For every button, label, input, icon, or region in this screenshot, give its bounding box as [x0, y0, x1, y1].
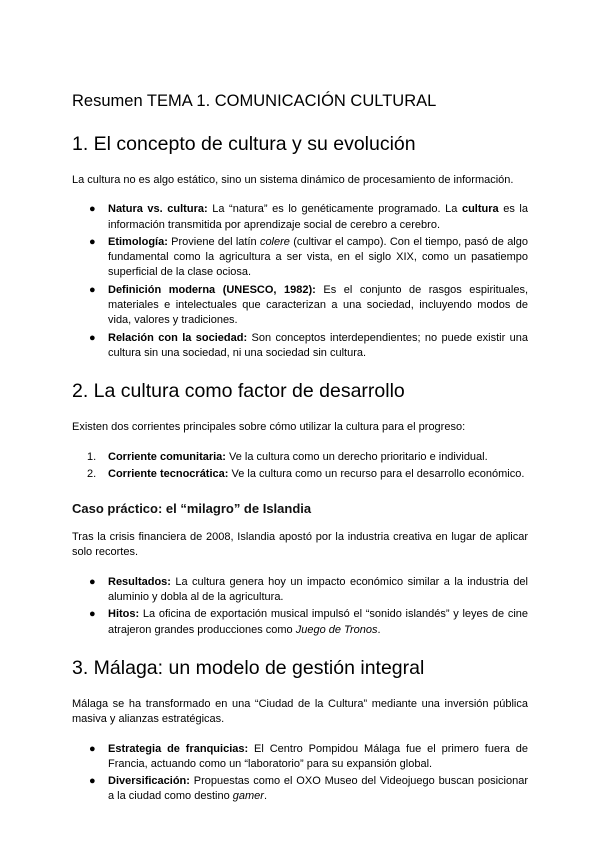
bullet-text: es la información transmitida por aprendizaje social de cerebro a cerebro. — [108, 203, 528, 231]
case-study-heading: Caso práctico: el “milagro” de Islandia — [72, 501, 312, 517]
bullet-etimologia — [72, 235, 528, 281]
bullet-icon: ● — [89, 742, 96, 755]
numbered-item-comunitaria — [72, 450, 528, 465]
document-title: Resumen TEMA 1. COMUNICACIÓN CULTURAL — [72, 92, 437, 110]
section3-bullet-list — [72, 742, 528, 805]
section-heading-concepto-cultura: 1. El concepto de cultura y su evolución — [72, 133, 416, 155]
bullet-label: Diversificación: — [108, 775, 190, 788]
bullet-label: Resultados: — [108, 575, 171, 588]
bullet-text: Es el conjunto de rasgos espirituales, materiales e intelectuales que caracterizan a una sociedad, incluyendo modos de vida, valores y tradiciones. — [108, 283, 528, 327]
bullet-text: Propuestas como el OXO Museo del Videojuego buscan posicionar a la ciudad como destino — [108, 775, 528, 803]
list-number: 2. — [87, 467, 97, 480]
bullet-definicion-moderna — [72, 283, 528, 329]
document-page — [72, 90, 528, 823]
bullet-text: (cultivar el campo). Con el tiempo, pasó de algo fundamental como la agricultura a ser vista, en el siglo XIX, como un pasatiempo superficial de la clase ociosa. — [108, 235, 528, 279]
item-label: Corriente tecnocrática: — [108, 467, 229, 480]
bullet-italic-term: Juego de Tronos — [295, 623, 378, 636]
bullet-label: Etimología: — [108, 235, 168, 248]
bullet-label: Natura vs. cultura: — [108, 203, 208, 216]
section1-bullet-list — [72, 202, 528, 361]
section-heading-malaga: 3. Málaga: un modelo de gestión integral — [72, 656, 425, 679]
bullet-icon: ● — [89, 283, 96, 296]
bullet-franquicias — [72, 742, 528, 773]
bullet-text: . — [263, 790, 267, 803]
case-study-bullet-list — [72, 575, 528, 638]
bullet-text: La “natura” es lo genéticamente programado. La — [207, 203, 462, 216]
bullet-text: La cultura genera hoy un impacto económico similar a la industria del aluminio y dobla al de la agricultura. — [108, 575, 528, 604]
bullet-label: Definición moderna (UNESCO, 1982): — [108, 283, 316, 296]
case-study-intro: Tras la crisis financiera de 2008, Islandia apostó por la industria creativa en lugar de aplicar solo recortes. — [72, 531, 528, 559]
bullet-bold-term: cultura — [461, 203, 499, 216]
bullet-resultados — [72, 575, 528, 606]
bullet-text: Proviene del latín — [167, 235, 260, 248]
bullet-icon: ● — [89, 331, 96, 344]
bullet-natura-cultura — [72, 202, 528, 233]
bullet-text: El Centro Pompidou Málaga fue el primero fuera de Francia, actuando como un “laboratorio” para su expansión global. — [108, 742, 528, 770]
bullet-label: Hitos: — [108, 608, 140, 621]
bullet-hitos — [72, 607, 528, 638]
bullet-diversificacion — [72, 774, 528, 805]
bullet-icon: ● — [89, 608, 96, 621]
section2-numbered-list — [72, 450, 528, 483]
bullet-text: Son conceptos interdependientes; no puede existir una cultura sin una sociedad, ni una sociedad sin cultura. — [108, 331, 528, 359]
bullet-label: Estrategia de franquicias: — [108, 742, 249, 755]
item-text: Ve la cultura como un derecho prioritario e individual. — [225, 450, 488, 463]
section3-intro: Málaga se ha transformado en una “Ciudad de la Cultura” mediante una inversión pública masiva y alianzas estratégicas. — [72, 697, 528, 726]
bullet-icon: ● — [89, 203, 96, 216]
bullet-italic-term: colere — [259, 235, 290, 248]
section2-intro: Existen dos corrientes principales sobre cómo utilizar la cultura para el progreso: — [72, 421, 466, 434]
section-heading-desarrollo: 2. La cultura como factor de desarrollo — [72, 380, 405, 403]
bullet-icon: ● — [89, 775, 96, 788]
bullet-icon: ● — [89, 575, 96, 588]
numbered-item-tecnocratica — [72, 467, 528, 482]
bullet-icon: ● — [89, 235, 96, 248]
list-number: 1. — [87, 450, 97, 463]
section1-intro: La cultura no es algo estático, sino un sistema dinámico de procesamiento de información. — [72, 174, 514, 186]
item-label: Corriente comunitaria: — [108, 450, 226, 463]
item-text: Ve la cultura como un recurso para el desarrollo económico. — [228, 467, 525, 480]
bullet-text: La oficina de exportación musical impulsó el “sonido islandés” y leyes de cine atrajeron grandes producciones como — [108, 608, 528, 636]
bullet-label: Relación con la sociedad: — [108, 331, 248, 344]
bullet-italic-term: gamer — [232, 790, 264, 803]
bullet-relacion-sociedad — [72, 331, 528, 362]
bullet-text: . — [377, 623, 381, 636]
